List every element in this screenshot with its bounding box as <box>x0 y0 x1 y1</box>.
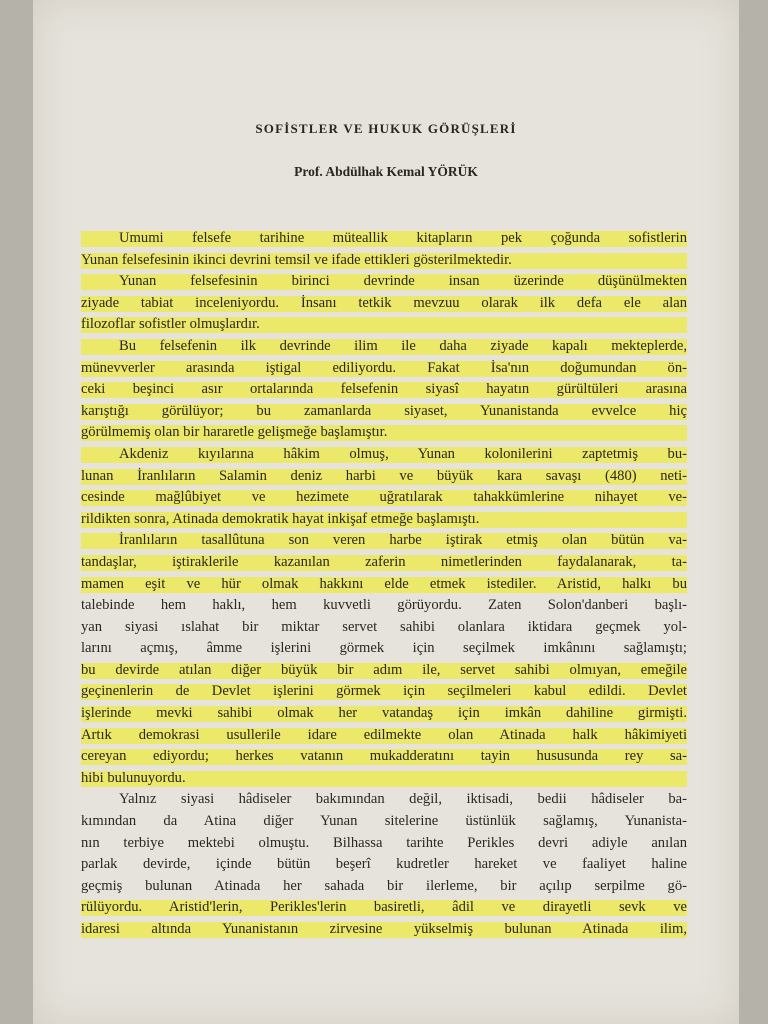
document-body <box>81 228 687 941</box>
highlighted-text-line: görülmemiş olan bir hararetle gelişmeğe başlamıştır. <box>81 422 687 444</box>
highlighted-text-line: münevverler arasında iştigal ediliyordu. Fakat İsa'nın doğumundan ön- <box>81 358 687 380</box>
highlighted-text-line: Yunan felsefesinin ikinci devrini temsil ve ifade ettikleri gösterilmektedir. <box>81 250 687 272</box>
text-line: nın terbiye mektebi olmuştu. Bilhassa tarihte Perikles devri adiyle anılan <box>81 834 687 851</box>
text-line: kımından da Atina diğer Yunan sitelerine üstünlük sağlamış, Yunanista- <box>81 813 687 830</box>
highlighted-text-line: tandaşlar, iştiraklerile kazanılan zaferin nimetlerinden faydalanarak, ta- <box>81 552 687 574</box>
document-page <box>33 0 739 1024</box>
highlighted-text-line: Akdeniz kıyılarına hâkim olmuş, Yunan kolonilerini zaptetmiş bu- <box>81 444 687 466</box>
text-line: yan siyasi ıslahat bir miktar servet sahibi olanlara iktidara geçmek yol- <box>81 618 687 635</box>
highlighted-text-line: filozoflar sofistler olmuşlardır. <box>81 314 687 336</box>
text-line: parlak devirde, içinde bütün beşerî kudretler hareket ve faaliyet haline <box>81 856 687 873</box>
highlighted-text-line: karıştığı görülüyor; bu zamanlarda siyaset, Yunanistanda evvelce hiç <box>81 401 687 423</box>
text-line: talebinde hem haklı, hem kuvvetli görüyordu. Zaten Solon'danberi başlı- <box>81 597 687 614</box>
highlighted-text-line: Umumi felsefe tarihine müteallik kitapların pek çoğunda sofistlerin <box>81 228 687 250</box>
highlighted-text-line: cereyan ediyordu; herkes vatanın mukadderatını tayin hususunda rey sa- <box>81 746 687 768</box>
highlighted-text-line: lunan İranlıların Salamin deniz harbi ve büyük kara savaşı (480) neti- <box>81 466 687 488</box>
highlighted-text-line: bu devirde atılan diğer büyük bir adım ile, servet sahibi olmıyan, emeğile <box>81 660 687 682</box>
text-line: Yalnız siyasi hâdiseler bakımından değil, iktisadi, bedii hâdiseler ba- <box>119 791 687 808</box>
highlighted-text-line: ziyade tabiat inceleniyordu. İnsanı tetkik mevzuu olarak ilk defa ele alan <box>81 293 687 315</box>
text-line: geçmiş bulunan Atinada her sahada bir ilerleme, bir açılıp serpilme gö- <box>81 877 687 894</box>
highlighted-text-line: Bu felsefenin ilk devrinde ilim ile daha ziyade kapalı mekteplerde, <box>81 336 687 358</box>
highlighted-text-line: Yunan felsefesinin birinci devrinde insan üzerinde düşünülmekten <box>81 271 687 293</box>
highlighted-text-line: idaresi altında Yunanistanın zirvesine yükselmiş bulunan Atinada ilim, <box>81 919 687 941</box>
text-line: larını açmış, âmme işlerini görmek için seçilmek imkânını sağlamıştı; <box>81 640 687 657</box>
highlighted-text-line: cesinde mağlûbiyet ve hezimete uğratılarak tahakkümlerine nihayet ve- <box>81 487 687 509</box>
highlighted-text-line: hibi bulunuyordu. <box>81 768 687 790</box>
document-author: Prof. Abdülhak Kemal YÖRÜK <box>294 164 478 179</box>
highlighted-text-line: mamen eşit ve hür olmak hakkını elde etmek istediler. Aristid, halkı bu <box>81 574 687 596</box>
highlighted-text-line: rildikten sonra, Atinada demokratik hayat inkişaf etmeğe başlamıştı. <box>81 509 687 531</box>
highlighted-text-line: geçinenlerin de Devlet işlerini görmek için seçilmeleri kabul edildi. Devlet <box>81 681 687 703</box>
highlighted-text-line: Artık demokrasi usullerile idare edilmekte olan Atinada halk hâkimiyeti <box>81 725 687 747</box>
highlighted-text-line: işlerinde mevki sahibi olmak her vatandaş için imkân dahiline girmişti. <box>81 703 687 725</box>
highlighted-text-line: İranlıların tasallûtuna son veren harbe iştirak etmiş olan bütün va- <box>81 530 687 552</box>
highlighted-text-line: rülüyordu. Aristid'lerin, Perikles'lerin basiretli, âdil ve dirayetli sevk ve <box>81 897 687 919</box>
highlighted-text-line: ceki beşinci asır ortalarında felsefenin siyasî hayatın gürültüleri arasına <box>81 379 687 401</box>
document-title: SOFİSTLER VE HUKUK GÖRÜŞLERİ <box>255 121 517 136</box>
